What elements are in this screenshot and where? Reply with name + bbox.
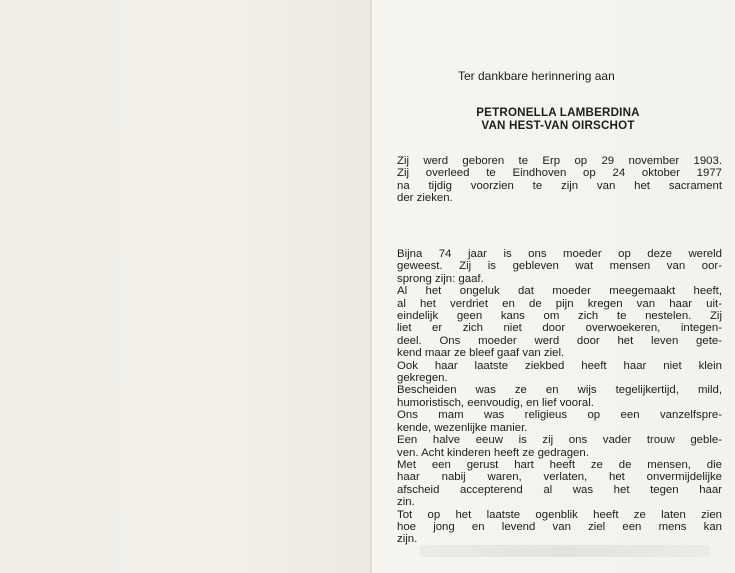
show-through-text bbox=[420, 545, 710, 557]
text-line: Al het ongeluk dat moeder meegemaakt heeft, bbox=[397, 285, 722, 298]
text-line: zin. bbox=[397, 496, 415, 509]
name-line: PETRONELLA LAMBERDINA bbox=[476, 106, 640, 119]
text-line: Ook haar laatste ziekbed heeft haar niet klein bbox=[397, 359, 722, 372]
text-line: humoristisch, eenvoudig, en lief vooral. bbox=[397, 396, 594, 409]
text-line: haar nabij waren, verlaten, het onvermijdelijke bbox=[397, 471, 722, 484]
text-line: Zij overleed te Eindhoven op 24 oktober 1977 bbox=[397, 167, 722, 180]
intro-line: Ter dankbare herinnering aan bbox=[458, 69, 615, 83]
text-line: liet er zich niet door overwoekeren, integen- bbox=[397, 322, 722, 335]
life-dates-paragraph bbox=[397, 155, 722, 205]
text-line: sprong zijn: gaaf. bbox=[397, 272, 484, 285]
text-line: Bescheiden was ze en wijs tegelijkertijd, mild, bbox=[397, 384, 722, 397]
text-line: Tot op het laatste ogenblik heeft ze laten zien bbox=[397, 508, 722, 521]
text-line: deel. Ons moeder werd door het leven gete- bbox=[397, 334, 722, 347]
tribute-paragraph bbox=[397, 248, 722, 546]
name-line: VAN HEST-VAN OIRSCHOT bbox=[481, 118, 635, 132]
text-line: ven. Acht kinderen heeft ze gedragen. bbox=[397, 446, 589, 459]
text-line: Met een gerust hart heeft ze de mensen, die bbox=[397, 458, 722, 471]
text-line: kende, wezenlijke manier. bbox=[397, 421, 528, 434]
text-line: zijn. bbox=[397, 533, 418, 546]
text-line: geweest. Zij is gebleven wat mensen van oor- bbox=[397, 260, 722, 273]
text-line: der zieken. bbox=[397, 192, 453, 205]
text-line: Ons mam was religieus op een vanzelfspre- bbox=[397, 409, 722, 422]
text-line: na tijdig voorzien te zijn van het sacrament bbox=[397, 179, 722, 192]
deceased-name bbox=[390, 107, 726, 132]
text-line: eindelijk geen kans om zich te nestelen. Zij bbox=[397, 310, 722, 323]
text-line: Bijna 74 jaar is ons moeder op deze wereld bbox=[397, 248, 722, 260]
text-line: kend maar ze bleef gaaf van ziel. bbox=[397, 347, 565, 360]
text-line: Een halve eeuw is zij ons vader trouw geble- bbox=[397, 434, 722, 447]
text-line: hoe jong en levend van ziel een mens kan bbox=[397, 520, 722, 533]
text-line: al het verdriet en de pijn kregen van haar uit- bbox=[397, 297, 722, 310]
text-line: gekregen. bbox=[397, 372, 448, 385]
text-line: afscheid accepterend al was het tegen haar bbox=[397, 483, 722, 496]
text-line: Zij werd geboren te Erp op 29 november 1903. bbox=[397, 155, 722, 167]
